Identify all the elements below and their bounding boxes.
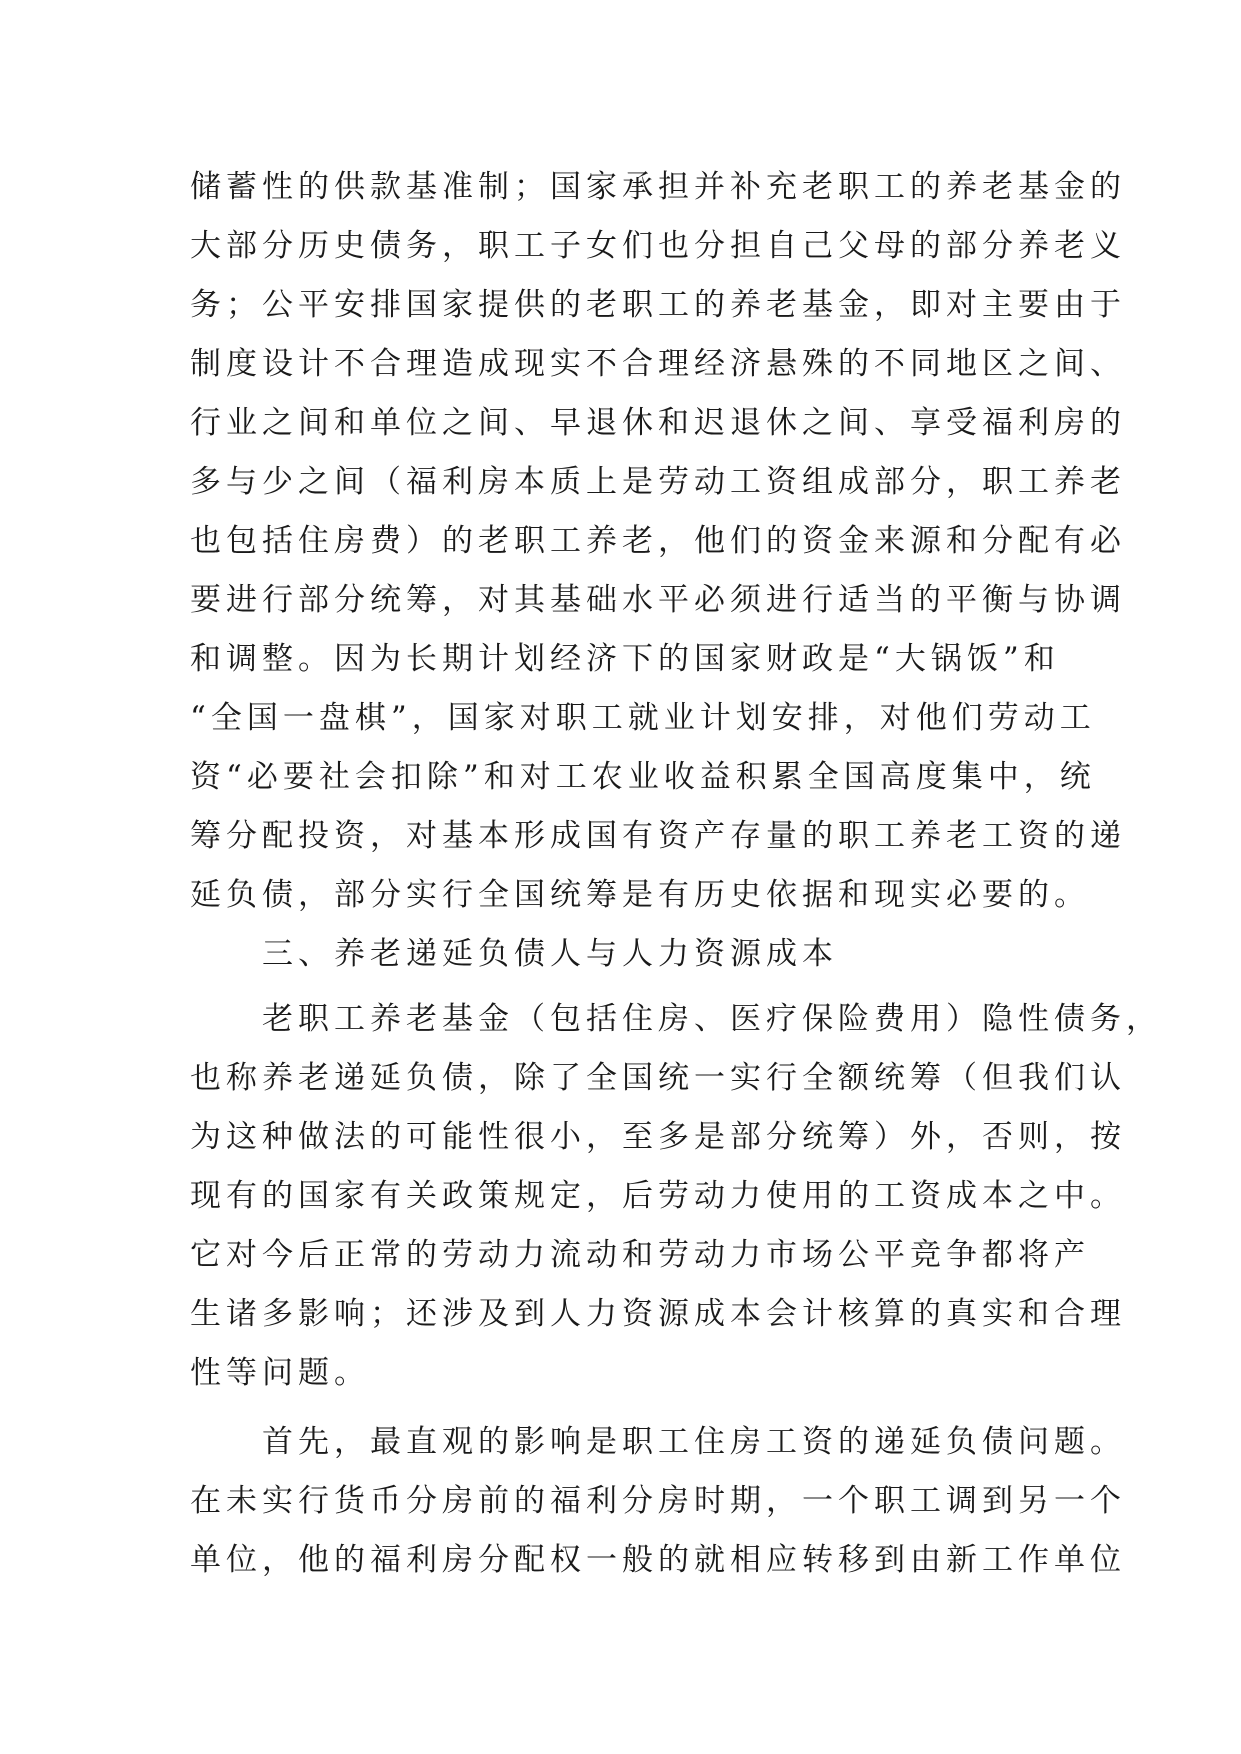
spacer [190, 1403, 1070, 1413]
text-line: 性等问题。 [190, 1355, 370, 1391]
paragraph-section [190, 990, 1162, 1403]
text-line: 为这种做法的可能性很小，至多是部分统筹）外，否则，按 [190, 1119, 1126, 1155]
text-line: 延负债，部分实行全国统筹是有历史依据和现实必要的。 [190, 877, 1090, 913]
section-heading: 三、养老递延负债人与人力资源成本 [262, 936, 838, 972]
text-line: 生诸多影响；还涉及到人力资源成本会计核算的真实和合理 [190, 1296, 1126, 1332]
text-line: 筹分配投资，对基本形成国有资产存量的职工养老工资的递 [190, 818, 1126, 854]
text-line: “全国一盘棋”，国家对职工就业计划安排，对他们劳动工 [190, 700, 1096, 736]
text-line: 单位，他的福利房分配权一般的就相应转移到由新工作单位 [190, 1542, 1126, 1578]
text-line: 要进行部分统筹，对其基础水平必须进行适当的平衡与协调 [190, 582, 1126, 618]
paragraph-continued [190, 158, 1126, 925]
text-line: 现有的国家有关政策规定，后劳动力使用的工资成本之中。 [190, 1178, 1126, 1214]
text-line: 和调整。因为长期计划经济下的国家财政是“大锅饭”和 [190, 641, 1060, 677]
text-line: 它对今后正常的劳动力流动和劳动力市场公平竞争都将产 [190, 1237, 1090, 1273]
text-line: 资“必要社会扣除”和对工农业收益积累全国高度集中，统 [190, 759, 1096, 795]
text-line: 也称养老递延负债，除了全国统一实行全额统筹（但我们认 [190, 1060, 1126, 1096]
text-line: 大部分历史债务，职工子女们也分担自己父母的部分养老义 [190, 228, 1126, 264]
text-line: 在未实行货币分房前的福利分房时期，一个职工调到另一个 [190, 1483, 1126, 1519]
text-line: 务；公平安排国家提供的老职工的养老基金，即对主要由于 [190, 287, 1126, 323]
text-line: 行业之间和单位之间、早退休和迟退休之间、享受福利房的 [190, 405, 1126, 441]
text-line: 多与少之间（福利房本质上是劳动工资组成部分，职工养老 [190, 464, 1126, 500]
text-line: 也包括住房费）的老职工养老，他们的资金来源和分配有必 [190, 523, 1126, 559]
document-body [190, 158, 1162, 1590]
paragraph-first [190, 1413, 1126, 1590]
text-line: 首先，最直观的影响是职工住房工资的递延负债问题。 [262, 1424, 1126, 1460]
text-line: 老职工养老基金（包括住房、医疗保险费用）隐性债务， [262, 1001, 1162, 1037]
text-line: 制度设计不合理造成现实不合理经济悬殊的不同地区之间、 [190, 346, 1126, 382]
text-line: 储蓄性的供款基准制；国家承担并补充老职工的养老基金的 [190, 169, 1126, 205]
